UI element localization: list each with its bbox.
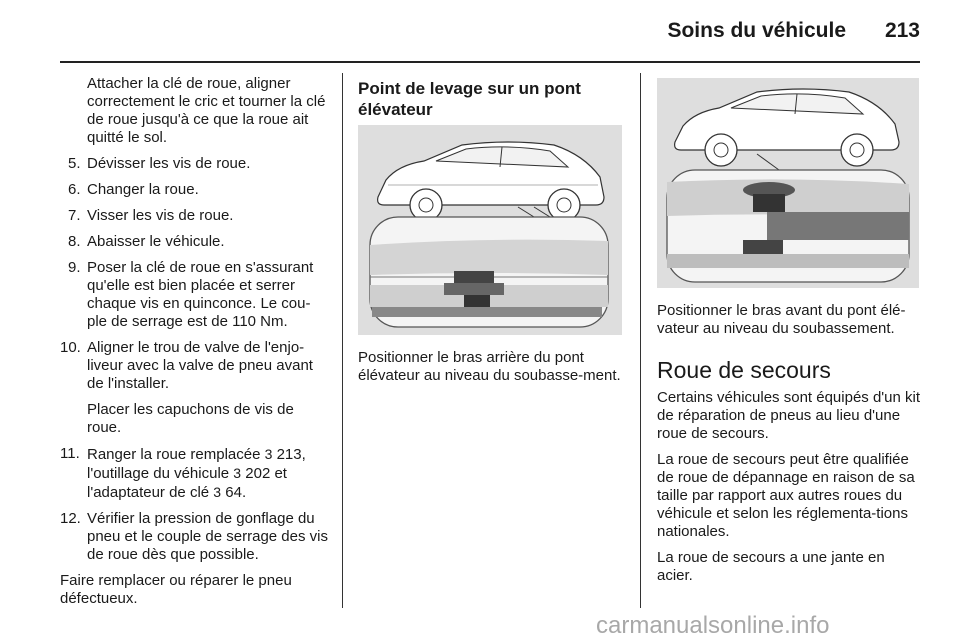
step-item <box>60 181 328 199</box>
step-item <box>60 155 328 173</box>
step-number: 11. <box>60 445 80 462</box>
step-text: Poser la clé de roue en s'assurant qu'elle est bien placée et serrer chaque vis en quinconce. Le cou-ple de serrage est de 110 Nm. <box>87 259 314 330</box>
closing-paragraph: Faire remplacer ou réparer le pneu défectueux. <box>60 572 292 607</box>
column-middle <box>358 78 622 385</box>
column-divider-2 <box>640 73 641 608</box>
column-divider-1 <box>342 73 343 608</box>
page-ref-arrow-icon: 3 <box>233 465 242 481</box>
step-number: 7. <box>68 207 81 224</box>
step-item <box>60 233 328 251</box>
step-text: Visser les vis de roue. <box>87 207 234 224</box>
figure-caption: Positionner le bras arrière du pont élévateur au niveau du soubasse-ment. <box>358 349 621 384</box>
step-text: Aligner le trou de valve de l'enjo-liveur avec la valve de pneu avant de l'installer. <box>87 339 313 392</box>
column-right <box>657 78 923 593</box>
step-continuation: Attacher la clé de roue, aligner correctement le cric et tourner la clé de roue jusqu'à ce que la roue ait quitté le sol. <box>87 75 326 146</box>
step-number: 12. <box>60 510 81 527</box>
step-text: Vérifier la pression de gonflage du pneu et le couple de serrage des vis de roue dès que possible. <box>87 510 328 563</box>
page-number: 213 <box>884 19 920 42</box>
header-rule <box>60 61 920 63</box>
watermark: carmanualsonline.info <box>596 612 830 639</box>
rear-lift-point-illustration <box>358 125 622 335</box>
page-ref-arrow-icon: 3 <box>213 484 222 500</box>
step-item <box>60 339 328 393</box>
section-heading: Point de levage sur un pont élévateur <box>358 79 581 119</box>
step-item <box>60 510 328 564</box>
step-sub-paragraph: Placer les capuchons de vis de roue. <box>87 401 294 436</box>
step-text: Dévisser les vis de roue. <box>87 155 251 172</box>
step-item <box>60 445 328 502</box>
page-ref-arrow-icon: 3 <box>264 446 273 462</box>
step-item <box>60 259 328 331</box>
section-heading-spare-wheel: Roue de secours <box>657 357 831 383</box>
column-left <box>60 75 328 616</box>
step-number: 5. <box>68 155 81 172</box>
step-number: 8. <box>68 233 81 250</box>
step-text: Changer la roue. <box>87 181 199 198</box>
paragraph: La roue de secours a une jante en acier. <box>657 549 885 584</box>
step-text: Ranger la roue remplacée 3 213, l'outillage du véhicule 3 202 et l'adaptateur de clé 3 64. <box>87 446 306 501</box>
paragraph: Certains véhicules sont équipés d'un kit de réparation de pneus au lieu d'une roue de secours. <box>657 389 921 442</box>
step-item <box>60 207 328 225</box>
step-text: Abaisser le véhicule. <box>87 233 225 250</box>
step-number: 9. <box>68 259 81 276</box>
paragraph: La roue de secours peut être qualifiée de roue de dépannage en raison de sa taille par rapport aux autres roues du véhicule et selon les réglementa-tions nationales. <box>657 451 915 540</box>
step-number: 6. <box>68 181 81 198</box>
front-lift-point-illustration <box>657 78 919 288</box>
step-number: 10. <box>60 339 81 356</box>
figure-caption: Positionner le bras avant du pont élé-vateur au niveau du soubassement. <box>657 302 906 337</box>
page-header-title: Soins du véhicule <box>667 19 846 42</box>
